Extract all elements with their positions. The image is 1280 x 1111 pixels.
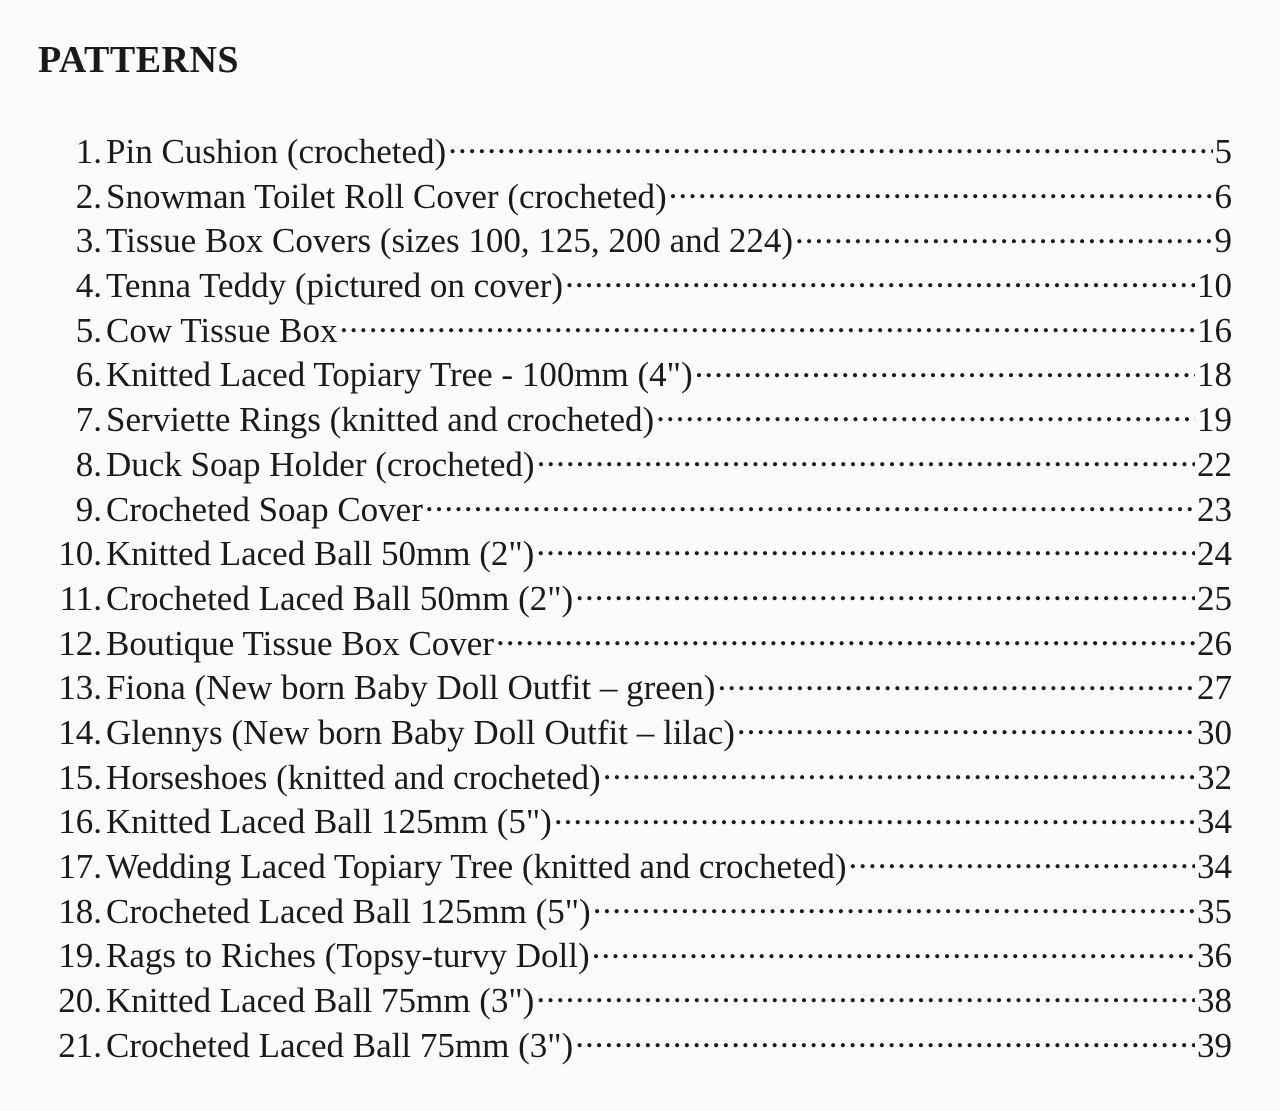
- toc-entry: [30, 977, 1232, 1022]
- entry-title: Rags to Riches (Topsy-turvy Doll): [106, 936, 590, 976]
- toc-entry: [30, 664, 1232, 709]
- dot-leader: [669, 173, 1213, 208]
- toc-entry: [30, 575, 1232, 620]
- entry-page-number: 39: [1197, 1025, 1232, 1065]
- entry-number: 21.: [58, 1025, 102, 1065]
- entry-title: Boutique Tissue Box Cover: [106, 623, 494, 663]
- dot-leader: [537, 441, 1195, 476]
- entry-title: Knitted Laced Topiary Tree - 100mm (4"): [106, 355, 693, 395]
- toc-entry: [30, 262, 1232, 307]
- entry-number: 8.: [75, 444, 102, 484]
- entry-title: Pin Cushion (crocheted): [106, 132, 447, 171]
- dot-leader: [593, 888, 1195, 923]
- entry-number: 6.: [75, 355, 102, 395]
- entry-page-number: 38: [1197, 981, 1232, 1021]
- entry-number: 17.: [58, 847, 102, 886]
- entry-page-number: 36: [1197, 936, 1232, 976]
- toc-entry: [30, 798, 1232, 843]
- toc-entry: [30, 843, 1232, 888]
- entry-page-number: 5: [1214, 132, 1232, 171]
- entry-page-number: 34: [1197, 802, 1232, 842]
- entry-title: Snowman Toilet Roll Cover (crocheted): [106, 176, 667, 216]
- toc-entry: [30, 441, 1232, 486]
- dot-leader: [695, 351, 1195, 386]
- entry-title: Fiona (New born Baby Doll Outfit – green): [106, 668, 716, 708]
- entry-number: 5.: [75, 310, 102, 350]
- toc-entry: [30, 709, 1232, 754]
- entry-page-number: 24: [1197, 534, 1232, 574]
- entry-number: 1.: [75, 132, 102, 171]
- dot-leader: [339, 307, 1195, 342]
- entry-number: 2.: [75, 176, 102, 216]
- dot-leader: [717, 664, 1195, 699]
- dot-leader: [425, 486, 1195, 521]
- entry-number: 15.: [58, 757, 102, 797]
- dot-leader: [536, 977, 1195, 1012]
- entry-title: Cow Tissue Box: [106, 310, 338, 350]
- entry-title: Crocheted Soap Cover: [106, 489, 423, 529]
- entry-page-number: 23: [1197, 489, 1232, 529]
- entry-number: 3.: [75, 221, 102, 261]
- section-heading: PATTERNS: [38, 39, 240, 81]
- toc-entry: [30, 932, 1232, 977]
- dot-leader: [554, 798, 1195, 833]
- table-of-contents: [30, 128, 1232, 1066]
- entry-number: 4.: [75, 266, 102, 306]
- entry-title: Horseshoes (knitted and crocheted): [106, 757, 601, 797]
- entry-title: Crocheted Laced Ball 125mm (5"): [106, 891, 591, 931]
- entry-number: 16.: [58, 802, 102, 842]
- dot-leader: [448, 128, 1212, 163]
- entry-page-number: 35: [1197, 891, 1232, 931]
- dot-leader: [737, 709, 1195, 744]
- toc-entry: [30, 396, 1232, 441]
- entry-number: 18.: [58, 891, 102, 931]
- entry-title: Knitted Laced Ball 125mm (5"): [106, 802, 552, 842]
- toc-entry: [30, 754, 1232, 799]
- dot-leader: [795, 217, 1212, 252]
- toc-entry: [30, 486, 1232, 531]
- dot-leader: [565, 262, 1195, 297]
- dot-leader: [496, 620, 1195, 655]
- toc-entry: [30, 1022, 1232, 1067]
- toc-entry: [30, 307, 1232, 352]
- entry-page-number: 26: [1197, 623, 1232, 663]
- entry-number: 20.: [58, 981, 102, 1021]
- entry-page-number: 30: [1197, 712, 1232, 752]
- entry-title: Serviette Rings (knitted and crocheted): [106, 400, 655, 440]
- entry-title: Tenna Teddy (pictured on cover): [106, 266, 564, 306]
- toc-entry: [30, 351, 1232, 396]
- entry-title: Tissue Box Covers (sizes 100, 125, 200 and 224): [106, 221, 794, 261]
- entry-page-number: 25: [1197, 578, 1232, 618]
- entry-number: 10.: [58, 534, 102, 574]
- toc-entry: [30, 620, 1232, 665]
- toc-entry: [30, 128, 1232, 173]
- entry-number: 9.: [75, 489, 102, 529]
- entry-page-number: 19: [1197, 400, 1232, 440]
- entry-title: Glennys (New born Baby Doll Outfit – lilac): [106, 712, 735, 752]
- entry-title: Wedding Laced Topiary Tree (knitted and crocheted): [106, 847, 847, 886]
- dot-leader: [592, 932, 1195, 967]
- entry-number: 7.: [75, 400, 102, 440]
- entry-number: 19.: [58, 936, 102, 976]
- entry-page-number: 34: [1197, 847, 1232, 886]
- entry-page-number: 22: [1197, 444, 1232, 484]
- dot-leader: [575, 1022, 1195, 1057]
- toc-entry: [30, 173, 1232, 218]
- entry-title: Crocheted Laced Ball 50mm (2"): [106, 578, 574, 618]
- dot-leader: [575, 575, 1195, 610]
- entry-title: Duck Soap Holder (crocheted): [106, 444, 535, 484]
- entry-page-number: 32: [1197, 757, 1232, 797]
- entry-number: 13.: [58, 668, 102, 708]
- dot-leader: [656, 396, 1195, 431]
- entry-page-number: 16: [1197, 310, 1232, 350]
- entry-page-number: 10: [1197, 266, 1232, 306]
- entry-title: Crocheted Laced Ball 75mm (3"): [106, 1025, 574, 1065]
- toc-entry: [30, 217, 1232, 262]
- entry-title: Knitted Laced Ball 75mm (3"): [106, 981, 535, 1021]
- toc-entry: [30, 530, 1232, 575]
- entry-page-number: 27: [1197, 668, 1232, 708]
- entry-number: 11.: [59, 578, 102, 618]
- dot-leader: [536, 530, 1195, 565]
- entry-title: Knitted Laced Ball 50mm (2"): [106, 534, 535, 574]
- entry-number: 14.: [58, 712, 102, 752]
- dot-leader: [603, 754, 1195, 789]
- dot-leader: [849, 843, 1195, 878]
- toc-entry: [30, 888, 1232, 933]
- entry-page-number: 18: [1197, 355, 1232, 395]
- entry-number: 12.: [58, 623, 102, 663]
- entry-page-number: 6: [1214, 176, 1232, 216]
- entry-page-number: 9: [1214, 221, 1232, 261]
